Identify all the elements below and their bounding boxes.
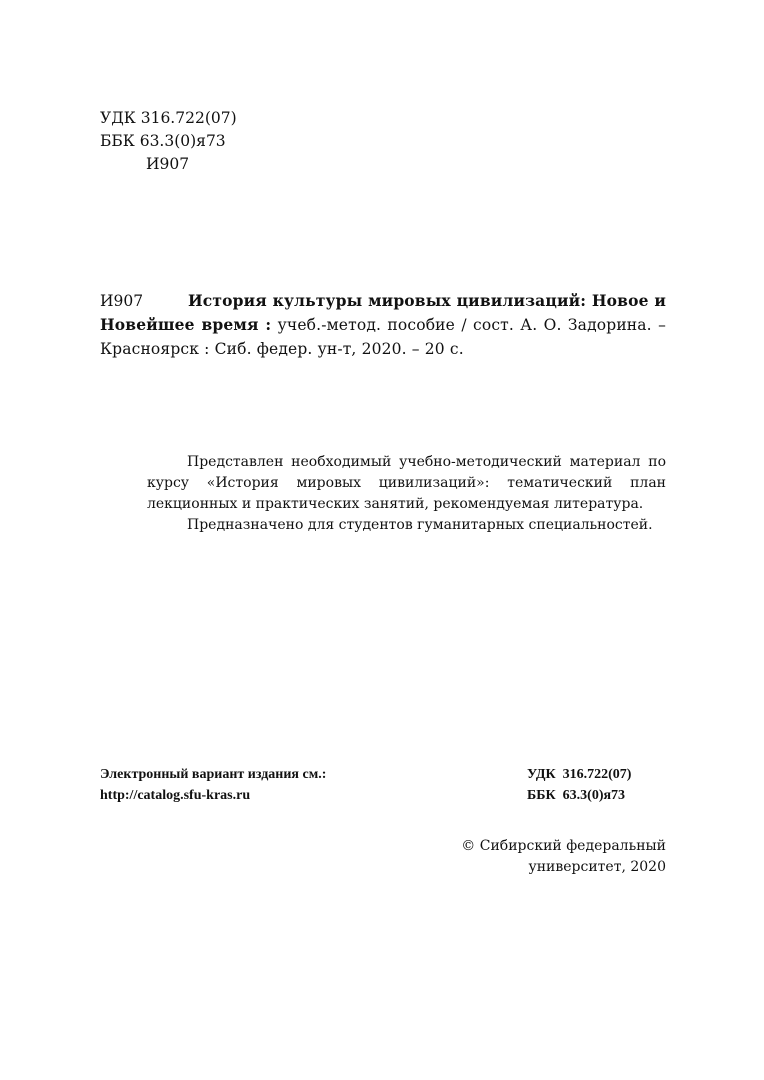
- copyright-line: © Сибирский федеральный: [461, 838, 666, 854]
- classification-codes-header: [100, 107, 237, 176]
- footer-udk-code: УДК 316.722(07): [527, 767, 632, 782]
- catalog-url: http://catalog.sfu-kras.ru: [100, 788, 251, 803]
- electronic-version-info: [100, 764, 326, 806]
- abstract-paragraph: Предназначено для студентов гуманитарных специальностей.: [187, 517, 653, 533]
- author-mark: И907: [146, 155, 190, 173]
- copyright-line: университет, 2020: [528, 859, 666, 875]
- udk-code: УДК 316.722(07): [100, 109, 237, 127]
- bbk-code: ББК 63.3(0)я73: [100, 132, 226, 150]
- electronic-version-label: Электронный вариант издания см.:: [100, 767, 327, 782]
- abstract-paragraph: Представлен необходимый учебно-методический материал по курсу «История мировых цивилизаций»: тематический план лекционных и практических занятий, рекомендуемая литература.: [147, 454, 666, 512]
- book-details: учеб.-метод. пособие / сост. А. О. Задорина. – Красноярск : Сиб. федер. ун-т, 2020. – 20 с.: [100, 316, 666, 358]
- footer-bbk-code: ББК 63.3(0)я73: [527, 788, 626, 803]
- bibliographic-entry: [100, 289, 666, 361]
- entry-author-mark: И907: [100, 292, 144, 310]
- book-title: История культуры мировых цивилизаций: Новое и Новейшее время :: [100, 291, 666, 334]
- footer-classification-codes: [527, 764, 631, 806]
- abstract: [147, 452, 666, 536]
- entry-text: [100, 289, 666, 361]
- copyright-notice: [461, 836, 666, 878]
